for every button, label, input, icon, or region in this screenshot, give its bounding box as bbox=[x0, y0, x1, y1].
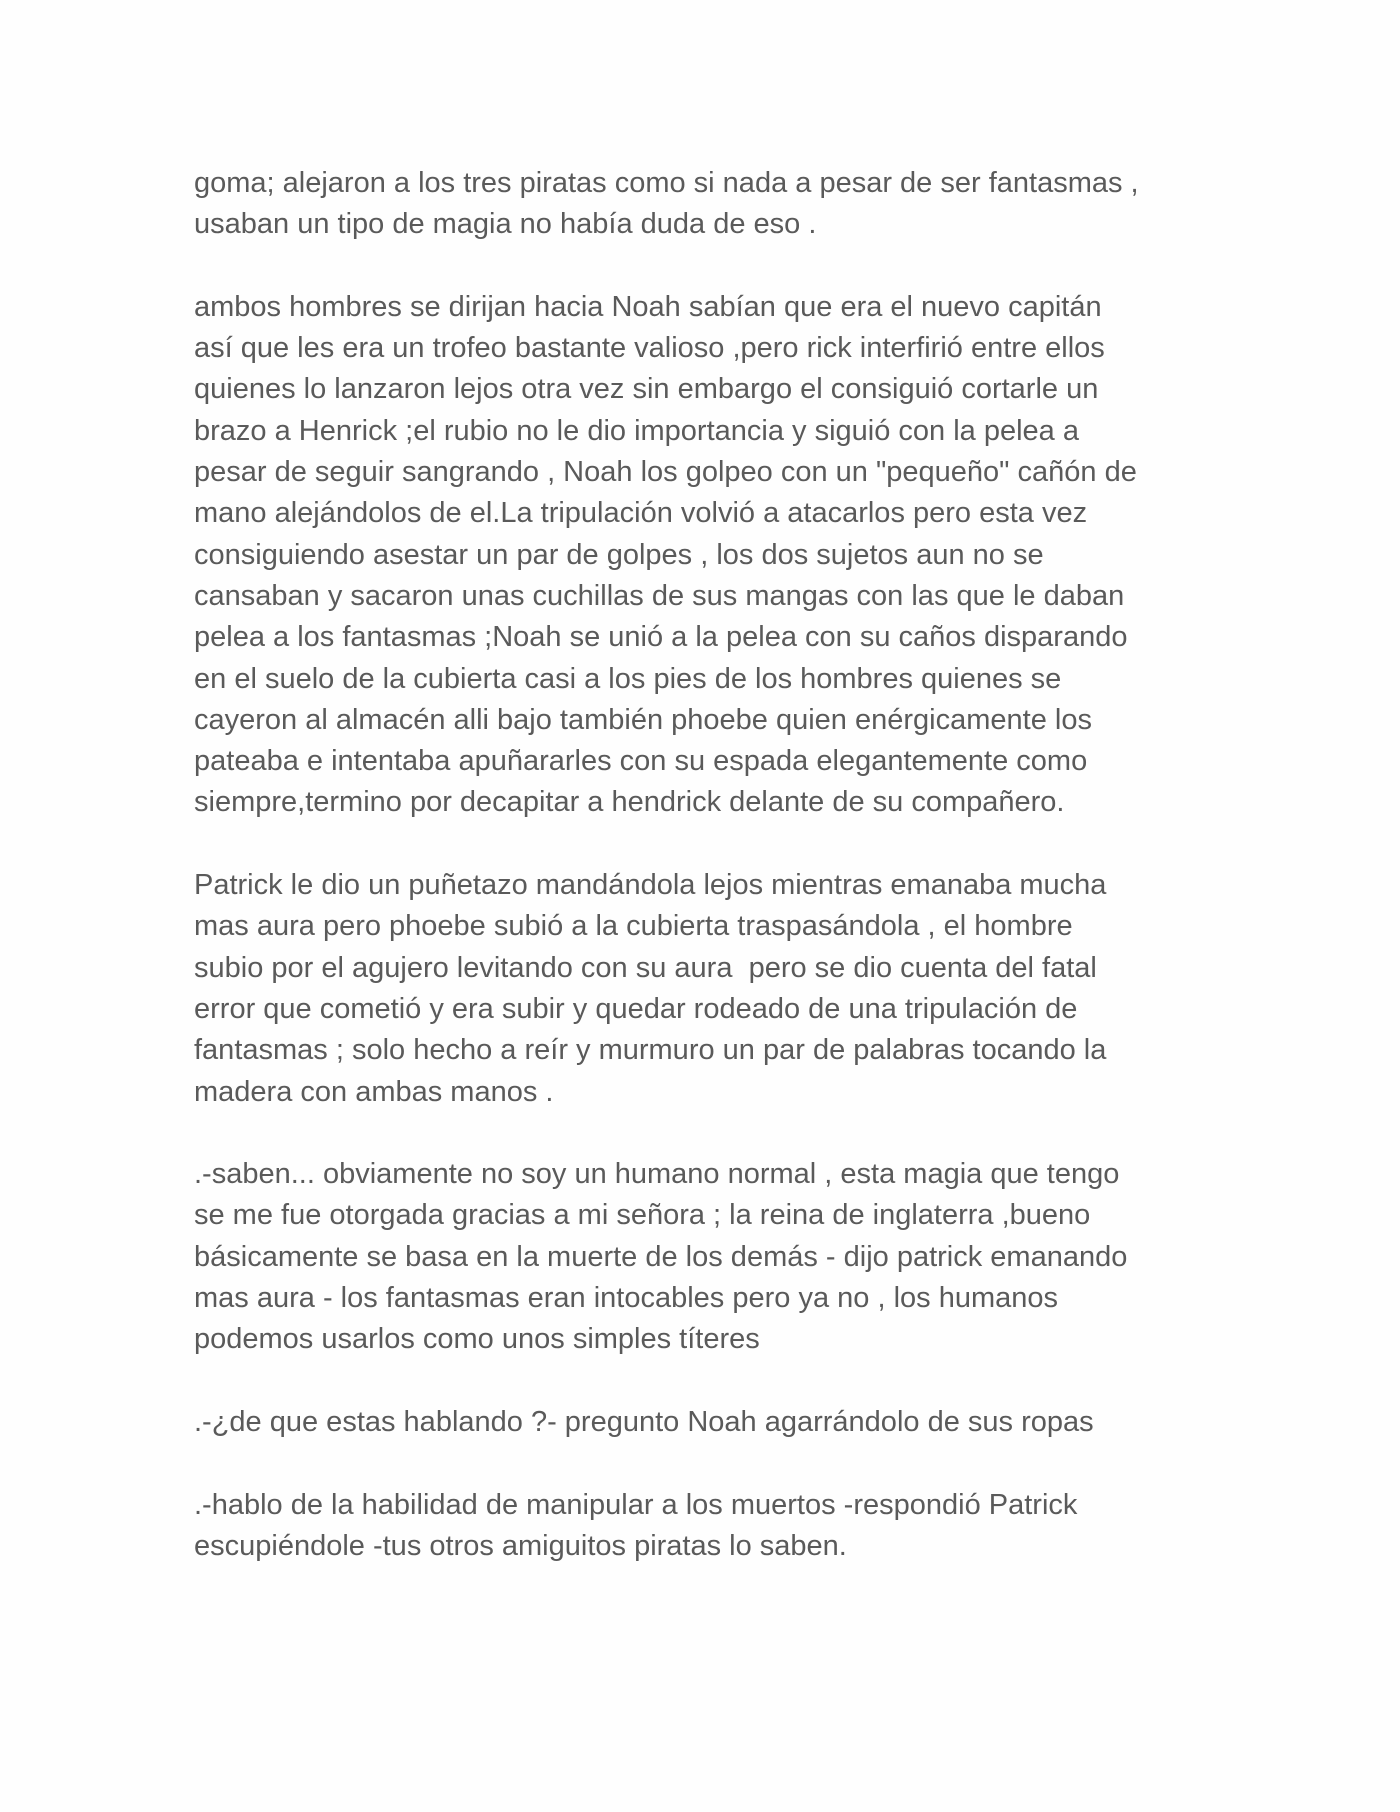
text-line: básicamente se basa en la muerte de los demás - dijo patrick emanando bbox=[194, 1240, 1128, 1273]
paragraph bbox=[194, 1154, 1234, 1360]
paragraph-gap bbox=[194, 1113, 1234, 1154]
text-line: usaban un tipo de magia no había duda de eso . bbox=[194, 208, 817, 241]
text-line: consiguiendo asestar un par de golpes , los dos sujetos aun no se bbox=[194, 538, 1044, 571]
text-line: subio por el agujero levitando con su aura pero se dio cuenta del fatal bbox=[194, 951, 1097, 984]
text-line: mano alejándolos de el.La tripulación volvió a atacarlos pero esta vez bbox=[194, 497, 1088, 530]
paragraph bbox=[194, 1485, 1234, 1568]
text-line: mas aura pero phoebe subió a la cubierta traspasándola , el hombre bbox=[194, 910, 1073, 943]
text-line: fantasmas ; solo hecho a reír y murmuro un par de palabras tocando la bbox=[194, 1034, 1107, 1067]
text-line: .-hablo de la habilidad de manipular a los muertos -respondió Patrick bbox=[194, 1488, 1078, 1521]
text-line: quienes lo lanzaron lejos otra vez sin embargo el consiguió cortarle un bbox=[194, 373, 1099, 406]
text-line: pesar de seguir sangrando , Noah los golpeo con un "pequeño" cañón de bbox=[194, 456, 1137, 489]
paragraph bbox=[194, 1402, 1234, 1443]
text-line: madera con ambas manos . bbox=[194, 1075, 554, 1108]
paragraph-gap bbox=[194, 246, 1234, 287]
paragraph-gap bbox=[194, 1361, 1234, 1402]
text-line: Patrick le dio un puñetazo mandándola lejos mientras emanaba mucha bbox=[194, 869, 1107, 902]
text-line: mas aura - los fantasmas eran intocables pero ya no , los humanos bbox=[194, 1282, 1059, 1315]
paragraph bbox=[194, 287, 1234, 824]
text-line: se me fue otorgada gracias a mi señora ; la reina de inglaterra ,bueno bbox=[194, 1199, 1091, 1232]
text-line: goma; alejaron a los tres piratas como si nada a pesar de ser fantasmas , bbox=[194, 167, 1139, 199]
text-line: cansaban y sacaron unas cuchillas de sus mangas con las que le daban bbox=[194, 579, 1125, 612]
text-line: siempre,termino por decapitar a hendrick delante de su compañero. bbox=[194, 786, 1065, 819]
text-line: .-¿de que estas hablando ?- pregunto Noah agarrándolo de sus ropas bbox=[194, 1405, 1094, 1438]
text-line: podemos usarlos como unos simples títeres bbox=[194, 1323, 760, 1356]
paragraph bbox=[194, 163, 1234, 246]
text-line: en el suelo de la cubierta casi a los pies de los hombres quienes se bbox=[194, 662, 1062, 695]
text-line: brazo a Henrick ;el rubio no le dio importancia y siguió con la pelea a bbox=[194, 414, 1079, 447]
text-line: .-saben... obviamente no soy un humano normal , esta magia que tengo bbox=[194, 1158, 1120, 1191]
text-line: ambos hombres se dirijan hacia Noah sabían que era el nuevo capitán bbox=[194, 290, 1102, 323]
text-line: escupiéndole -tus otros amiguitos piratas lo saben. bbox=[194, 1529, 847, 1562]
text-line: error que cometió y era subir y quedar rodeado de una tripulación de bbox=[194, 992, 1078, 1025]
paragraph bbox=[194, 865, 1234, 1113]
document-body bbox=[194, 163, 1234, 1567]
text-line: pateaba e intentaba apuñararles con su espada elegantemente como bbox=[194, 745, 1088, 778]
paragraph-gap bbox=[194, 824, 1234, 865]
text-line: así que les era un trofeo bastante valioso ,pero rick interfirió entre ellos bbox=[194, 332, 1105, 365]
paragraph-gap bbox=[194, 1443, 1234, 1484]
text-line: cayeron al almacén alli bajo también phoebe quien enérgicamente los bbox=[194, 703, 1092, 736]
text-line: pelea a los fantasmas ;Noah se unió a la pelea con su caños disparando bbox=[194, 621, 1128, 654]
